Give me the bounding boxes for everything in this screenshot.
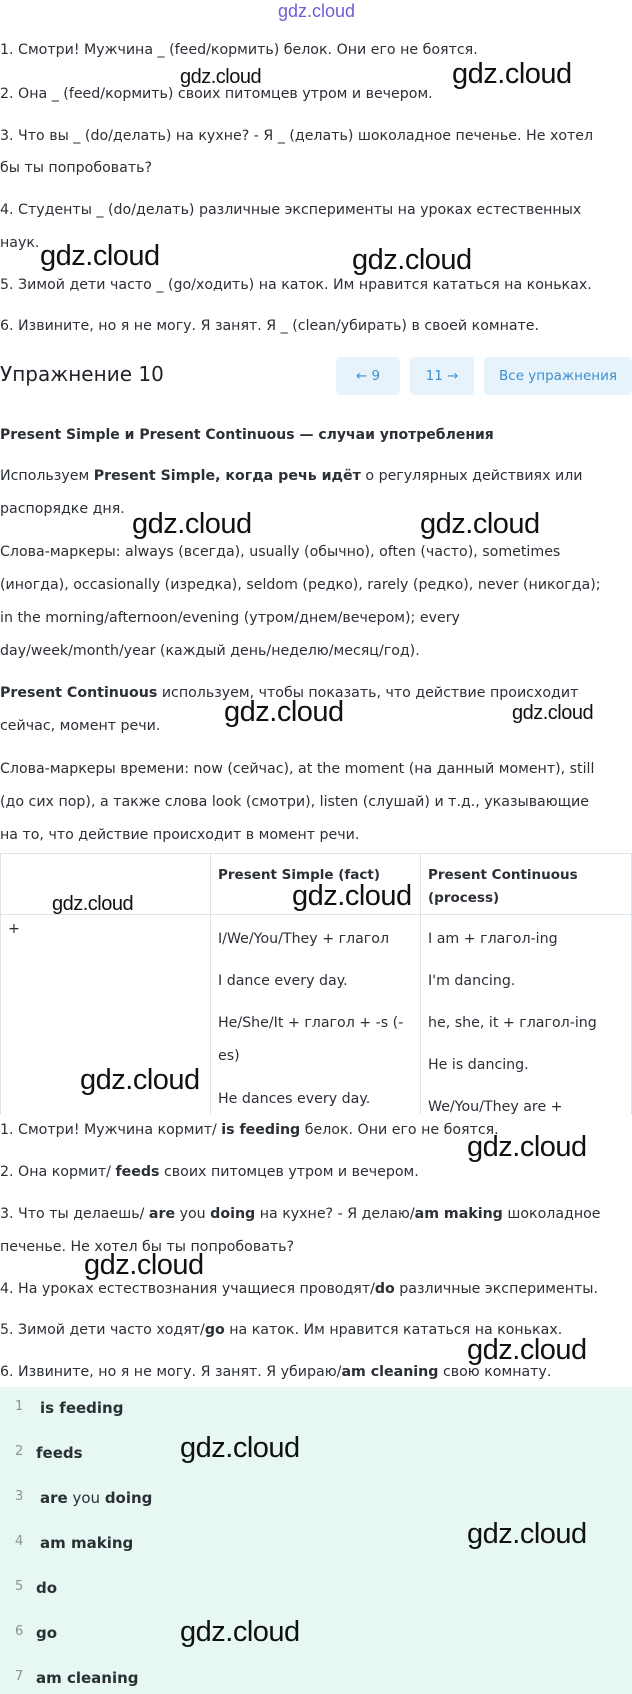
- next-exercise-button[interactable]: 11 →: [410, 357, 474, 395]
- table-cell: es): [218, 1048, 240, 1064]
- answer-number: 5: [15, 1579, 24, 1594]
- prev-exercise-button[interactable]: ← 9: [336, 357, 400, 395]
- table-row-label: +: [8, 921, 20, 937]
- text-bold: Present Continuous: [0, 685, 158, 701]
- text: используем, чтобы показать, что действие происходит: [157, 685, 579, 701]
- watermark: gdz.cloud: [84, 1249, 204, 1281]
- solution-line: [0, 1204, 601, 1224]
- text: 1. Смотри! Мужчина кормит/: [0, 1122, 222, 1138]
- text-bold: are: [40, 1489, 68, 1507]
- text: you: [67, 1489, 105, 1507]
- watermark: gdz.cloud: [132, 508, 252, 540]
- text: 6. Извините, но я не могу. Я занят. Я убираю/: [0, 1364, 342, 1380]
- watermark: gdz.cloud: [40, 240, 160, 272]
- theory-heading: Present Simple и Present Continuous — случаи употребления: [0, 427, 494, 443]
- watermark: gdz.cloud: [292, 880, 412, 912]
- solution-line: печенье. Не хотел бы ты попробовать?: [0, 1239, 295, 1255]
- exercise-title: Упражнение 10: [0, 362, 164, 386]
- question-line: 3. Что вы _ (do/делать) на кухне? - Я _ (делать) шоколадное печенье. Не хотел: [0, 128, 594, 144]
- watermark: gdz.cloud: [420, 508, 540, 540]
- table-cell: he, she, it + глагол-ing: [428, 1015, 597, 1031]
- text-bold: am cleaning: [341, 1364, 439, 1380]
- text-bold: feeds: [115, 1164, 160, 1180]
- text-bold: doing: [104, 1489, 153, 1507]
- text: 3. Что ты делаешь/: [0, 1206, 149, 1222]
- answer-value: is feeding: [40, 1399, 124, 1417]
- watermark: gdz.cloud: [80, 1064, 200, 1096]
- text-bold: are: [148, 1206, 176, 1222]
- answer-number: 7: [15, 1669, 24, 1684]
- table-cell: I dance every day.: [218, 973, 348, 989]
- watermark: gdz.cloud: [512, 702, 594, 724]
- text: на кухне? - Я делаю/: [255, 1206, 415, 1222]
- table-border: [420, 854, 421, 1114]
- table-cell: We/You/They are +: [428, 1099, 563, 1114]
- text: 5. Зимой дети часто ходят/: [0, 1322, 205, 1338]
- watermark: gdz.cloud: [180, 66, 262, 88]
- table-cell: I'm dancing.: [428, 973, 516, 989]
- question-line: 1. Смотри! Мужчина _ (feed/кормить) белок. Они его не боятся.: [0, 42, 478, 58]
- text-bold: go: [204, 1322, 225, 1338]
- question-line: 6. Извините, но я не могу. Я занят. Я _ (clean/убирать) в своей комнате.: [0, 318, 540, 334]
- text: на каток. Им нравится кататься на коньках.: [224, 1322, 563, 1338]
- markers-line: in the morning/afternoon/evening (утром/днем/вечером); every: [0, 610, 460, 626]
- table-cell: He is dancing.: [428, 1057, 529, 1073]
- text-bold: do: [374, 1281, 395, 1297]
- table-header-continuous: Present Continuous: [428, 867, 578, 883]
- solution-line: [0, 1120, 499, 1140]
- markers-line: day/week/month/year (каждый день/неделю/месяц/год).: [0, 643, 420, 659]
- markers-line: на то, что действие происходит в момент речи.: [0, 827, 360, 843]
- solution-line: [0, 1279, 598, 1299]
- text-bold: doing: [210, 1206, 256, 1222]
- text-bold: Present Simple, когда речь идёт: [93, 468, 361, 484]
- markers-line: (до сих пор), а также слова look (смотри), listen (слушай) и т.д., указывающие: [0, 794, 590, 810]
- watermark: gdz.cloud: [467, 1518, 587, 1550]
- watermark: gdz.cloud: [352, 244, 472, 276]
- theory-paragraph: [0, 466, 583, 486]
- text: 2. Она кормит/: [0, 1164, 116, 1180]
- text: you: [175, 1206, 211, 1222]
- markers-line: Слова-маркеры: always (всегда), usually (обычно), often (часто), sometimes: [0, 544, 561, 560]
- answer-value: am making: [40, 1534, 134, 1552]
- watermark: gdz.cloud: [52, 893, 134, 915]
- text-bold: is feeding: [221, 1122, 301, 1138]
- watermark: gdz.cloud: [224, 696, 344, 728]
- table-header-simple: Present Simple (fact): [218, 867, 381, 883]
- theory-paragraph-line: сейчас, момент речи.: [0, 718, 161, 734]
- site-logo[interactable]: gdz.cloud: [278, 1, 356, 21]
- answer-value: am cleaning: [36, 1669, 139, 1687]
- answer-number: 4: [15, 1534, 24, 1549]
- table-cell: He dances every day.: [218, 1091, 371, 1107]
- watermark: gdz.cloud: [180, 1616, 300, 1648]
- table-cell: I/We/You/They + глагол: [218, 931, 390, 947]
- answer-value: go: [36, 1624, 58, 1642]
- table-header-continuous: (process): [428, 890, 500, 906]
- table-border: [0, 854, 1, 1114]
- text: белок. Они его не боятся.: [300, 1122, 499, 1138]
- watermark: gdz.cloud: [467, 1334, 587, 1366]
- markers-line: (иногда), occasionally (изредка), seldom (редко), rarely (редко), never (никогда);: [0, 577, 601, 593]
- question-line: 5. Зимой дети часто _ (go/ходить) на каток. Им нравится кататься на коньках.: [0, 277, 592, 293]
- question-line: 4. Студенты _ (do/делать) различные эксперименты на уроках естественных: [0, 202, 582, 218]
- solution-line: [0, 1162, 419, 1182]
- question-line: наук.: [0, 235, 40, 251]
- answer-value: do: [36, 1579, 58, 1597]
- table-cell: I am + глагол-ing: [428, 931, 558, 947]
- answer-number: 2: [15, 1444, 24, 1459]
- answer-value: [40, 1489, 152, 1507]
- text-bold: am making: [414, 1206, 503, 1222]
- text: 4. На уроках естествознания учащиеся проводят/: [0, 1281, 375, 1297]
- watermark: gdz.cloud: [452, 58, 572, 90]
- question-line: 2. Она _ (feed/кормить) своих питомцев утром и вечером.: [0, 86, 433, 102]
- watermark: gdz.cloud: [467, 1131, 587, 1163]
- text: различные эксперименты.: [394, 1281, 598, 1297]
- theory-paragraph-line: распорядке дня.: [0, 501, 125, 517]
- markers-line: Слова-маркеры времени: now (сейчас), at the moment (на данный момент), still: [0, 761, 595, 777]
- answer-number: 3: [15, 1489, 24, 1504]
- answer-value: feeds: [36, 1444, 83, 1462]
- text: Используем: [0, 468, 94, 484]
- answer-number: 6: [15, 1624, 24, 1639]
- text: свою комнату.: [438, 1364, 552, 1380]
- table-cell: He/She/It + глагол + -s (-: [218, 1015, 404, 1031]
- question-line: бы ты попробовать?: [0, 160, 152, 176]
- text: о регулярных действиях или: [360, 468, 583, 484]
- answer-number: 1: [15, 1399, 24, 1414]
- table-border: [210, 854, 211, 1114]
- text: шоколадное: [502, 1206, 601, 1222]
- all-exercises-button[interactable]: Все упражнения: [484, 357, 632, 395]
- watermark: gdz.cloud: [180, 1432, 300, 1464]
- text: своих питомцев утром и вечером.: [159, 1164, 419, 1180]
